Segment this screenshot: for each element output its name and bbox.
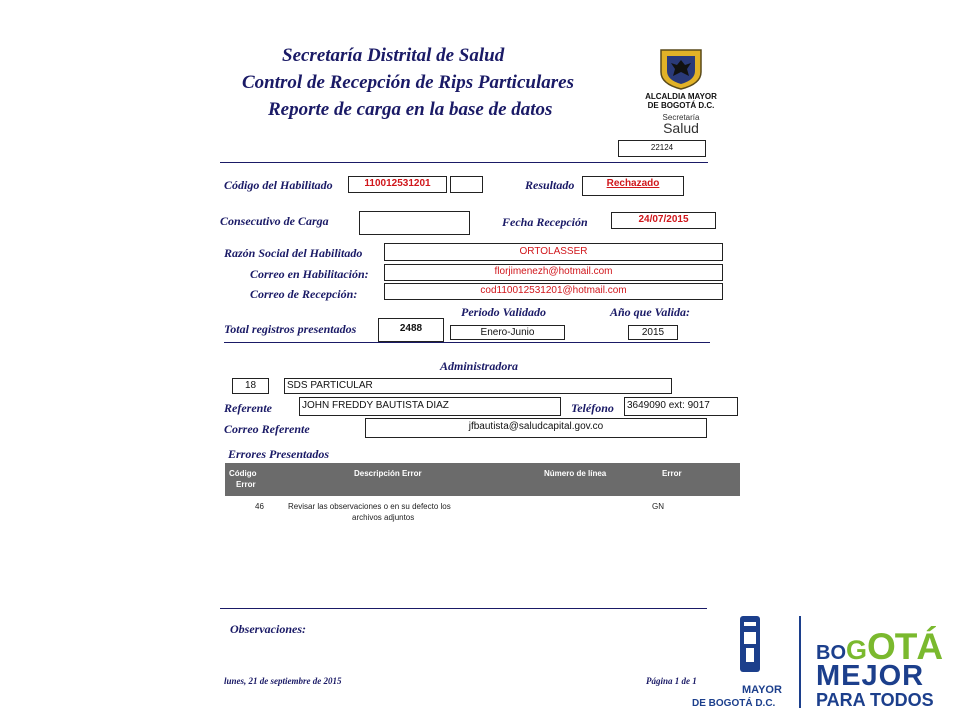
codigo-value: 110012531201 bbox=[348, 176, 447, 193]
bogota-mejor-logo bbox=[816, 612, 956, 712]
row-descripcion-1: Revisar las observaciones o en su defecto los bbox=[288, 502, 451, 511]
errores-title: Errores Presentados bbox=[228, 447, 330, 461]
mejor-text: MEJOR bbox=[816, 660, 925, 692]
consecutivo-value bbox=[359, 211, 470, 235]
total-label: Total registros presentados bbox=[224, 322, 357, 336]
telefono-value: 3649090 ext: 9017 bbox=[624, 397, 738, 416]
logo-line-4: Salud bbox=[663, 120, 699, 136]
observaciones-label: Observaciones: bbox=[230, 622, 306, 636]
col-descripcion: Descripción Error bbox=[354, 469, 422, 478]
resultado-value: Rechazado bbox=[582, 176, 684, 196]
razon-value: ORTOLASSER bbox=[384, 243, 723, 261]
referente-value: JOHN FREDDY BAUTISTA DIAZ bbox=[299, 397, 561, 416]
total-divider bbox=[224, 342, 710, 343]
resultado-label: Resultado bbox=[525, 178, 575, 192]
alcaldia-emblem-icon bbox=[738, 616, 762, 682]
brand-mayor-line-2: DE BOGOTÁ D.C. bbox=[692, 698, 776, 709]
coat-of-arms-icon bbox=[658, 48, 704, 90]
secretaria-logo bbox=[636, 48, 726, 138]
title-line-3: Reporte de carga en la base de datos bbox=[268, 99, 553, 120]
codigo-label: Código del Habilitado bbox=[224, 178, 333, 192]
admin-name: SDS PARTICULAR bbox=[284, 378, 672, 394]
title-line-2: Control de Recepción de Rips Particulares bbox=[242, 72, 574, 93]
periodo-label: Periodo Validado bbox=[461, 305, 547, 319]
col-codigo-2: Error bbox=[236, 480, 256, 489]
fecha-value: 24/07/2015 bbox=[611, 212, 716, 229]
row-codigo: 46 bbox=[255, 502, 264, 511]
header-divider bbox=[220, 162, 708, 163]
title-line-1: Secretaría Distrital de Salud bbox=[282, 45, 505, 66]
footer-page: Página 1 de 1 bbox=[646, 676, 697, 686]
logo-line-3: Secretaría bbox=[662, 113, 700, 122]
anio-value: 2015 bbox=[628, 325, 678, 340]
row-error: GN bbox=[652, 502, 664, 511]
codigo-extra-box bbox=[450, 176, 483, 193]
brand-divider bbox=[799, 616, 801, 708]
bogota-small: BO bbox=[816, 642, 846, 664]
correo-rec-value: cod110012531201@hotmail.com bbox=[384, 283, 723, 300]
correo-ref-label: Correo Referente bbox=[224, 422, 310, 436]
bogota-g: G bbox=[846, 635, 868, 665]
report-number: 22124 bbox=[618, 140, 706, 157]
razon-label: Razón Social del Habilitado bbox=[224, 246, 363, 260]
fecha-label: Fecha Recepción bbox=[502, 215, 588, 229]
periodo-value: Enero-Junio bbox=[450, 325, 565, 340]
anio-label: Año que Valida: bbox=[610, 305, 691, 319]
bogota-big: OTÁ bbox=[867, 626, 943, 667]
alcaldia-brand bbox=[690, 612, 785, 712]
observaciones-divider bbox=[220, 608, 707, 609]
col-error: Error bbox=[662, 469, 682, 478]
para-todos-text: PARA TODOS bbox=[816, 690, 934, 710]
correo-rec-label: Correo de Recepción: bbox=[250, 287, 358, 301]
administradora-label: Administradora bbox=[440, 359, 519, 373]
referente-label: Referente bbox=[224, 401, 272, 415]
telefono-label: Teléfono bbox=[571, 401, 614, 415]
correo-hab-value: florjimenezh@hotmail.com bbox=[384, 264, 723, 281]
errors-table-header bbox=[225, 463, 740, 496]
footer-date: lunes, 21 de septiembre de 2015 bbox=[224, 676, 342, 686]
logo-line-2: DE BOGOTÁ D.C. bbox=[647, 101, 715, 110]
logo-line-1: ALCALDIA MAYOR bbox=[645, 92, 717, 101]
col-codigo-1: Código bbox=[229, 469, 257, 478]
correo-hab-label: Correo en Habilitación: bbox=[250, 267, 369, 281]
consecutivo-label: Consecutivo de Carga bbox=[220, 214, 329, 228]
admin-code: 18 bbox=[232, 378, 269, 394]
row-descripcion-2: archivos adjuntos bbox=[352, 513, 415, 522]
col-linea: Número de línea bbox=[544, 469, 607, 478]
brand-mayor-line-1: MAYOR bbox=[742, 684, 782, 696]
correo-ref-value: jfbautista@saludcapital.gov.co bbox=[365, 418, 707, 438]
total-value: 2488 bbox=[378, 318, 444, 342]
